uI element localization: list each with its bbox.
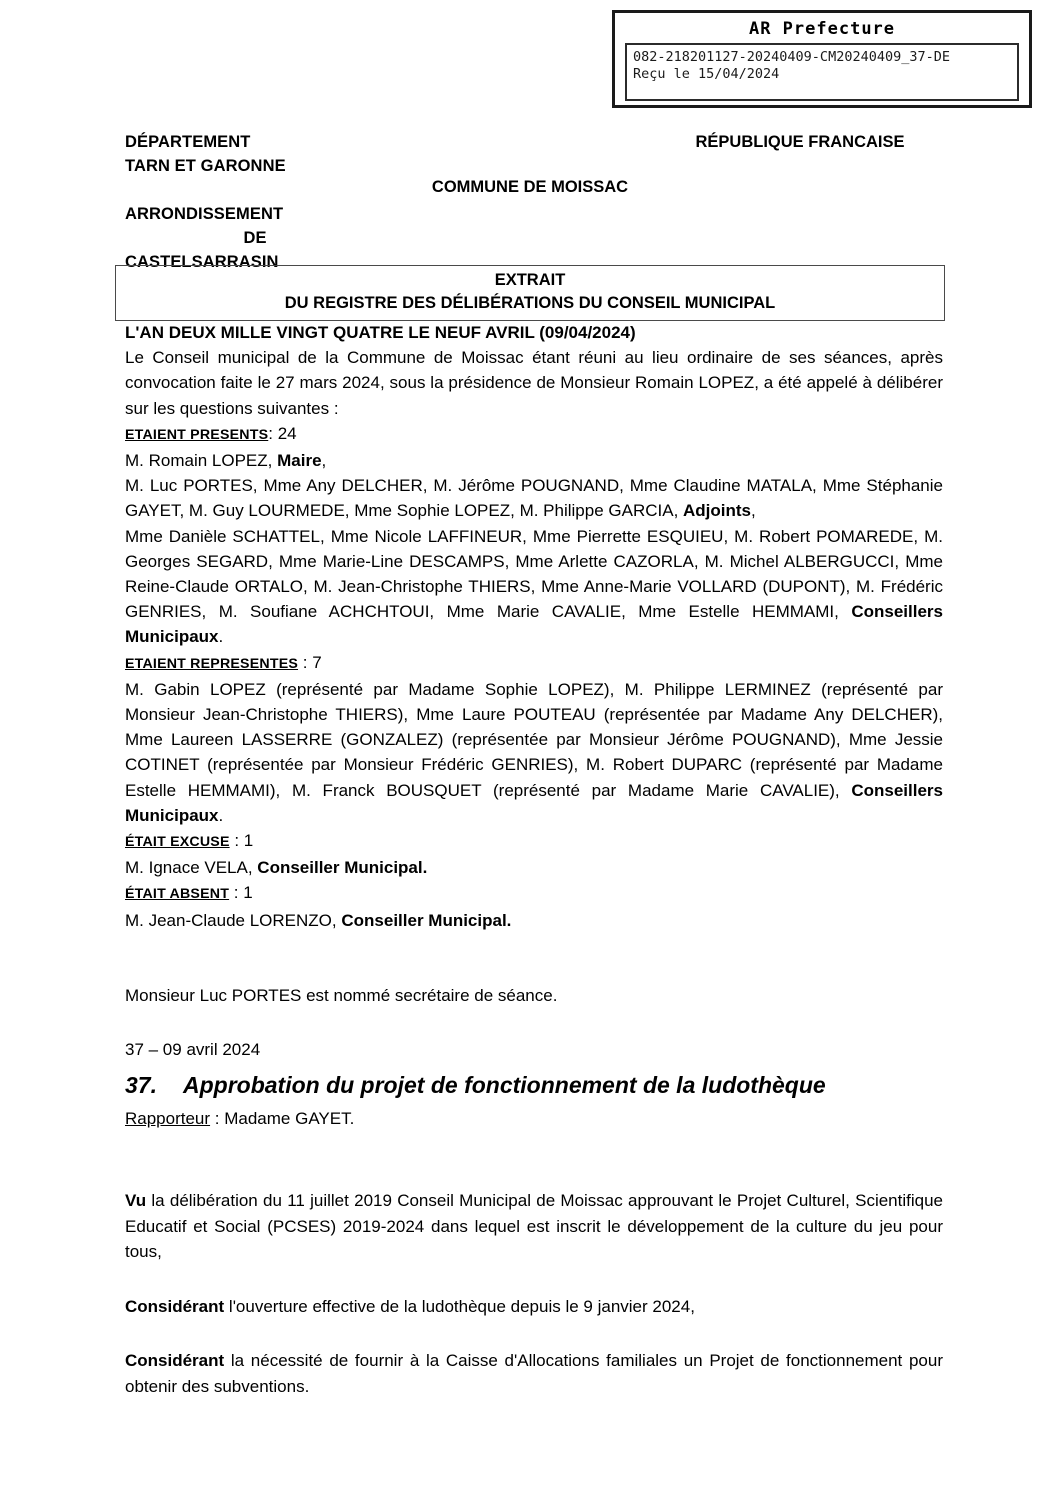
commune-label: COMMUNE DE MOISSAC — [431, 178, 629, 196]
conseillers-role: Conseillers Municipaux — [125, 602, 943, 647]
excused-name: M. Ignace VELA, — [125, 858, 258, 878]
excused-heading — [125, 828, 943, 855]
excused-line — [125, 855, 943, 880]
ar-stamp-title: AR Prefecture — [748, 19, 896, 39]
secretary-line: Monsieur Luc PORTES est nommé secrétaire de séance. — [125, 985, 558, 1005]
present-mayor-line — [125, 448, 943, 473]
ar-stamp-reference: 082-218201127-20240409-CM20240409_37-DE — [633, 49, 950, 65]
deliberation-title-block — [125, 1070, 943, 1100]
represented-label: ETAIENT REPRESENTES — [125, 655, 299, 672]
absent-heading — [125, 880, 943, 907]
represented-heading — [125, 650, 943, 677]
adjoints-role: Adjoints — [683, 501, 752, 521]
clause-lead: Vu — [125, 1191, 147, 1210]
department-label: DÉPARTEMENT — [125, 133, 251, 151]
represented-role: Conseillers Municipaux — [125, 780, 943, 825]
clause-lead: Considérant — [125, 1296, 225, 1316]
arrondissement-name: CASTELSARRASIN — [125, 253, 279, 271]
deliberation-title: Approbation du projet de fonctionnement de la ludothèque — [182, 1072, 826, 1098]
adjoints-names: M. Luc PORTES, Mme Any DELCHER, M. Jérôme POUGNAND, Mme Claudine MATALA, Mme Stéphanie GAYET, M. Guy LOURMEDE, Mme Sophie LOPEZ, M. Philippe GARCIA, — [125, 476, 943, 521]
represented-list — [125, 677, 943, 828]
rapporteur-line — [125, 1106, 354, 1131]
present-label: ETAIENT PRESENTS — [125, 426, 269, 443]
extrait-line-1: EXTRAIT — [494, 271, 566, 289]
present-mayor-role: Maire — [277, 451, 322, 471]
clauses-section — [125, 1188, 943, 1399]
deliberation-reference: 37 – 09 avril 2024 — [125, 1040, 261, 1059]
absent-label: ÉTAIT ABSENT — [125, 886, 230, 903]
department-name: TARN ET GARONNE — [125, 157, 286, 175]
rapporteur-label: Rapporteur — [125, 1109, 211, 1128]
excused-role: Conseiller Municipal. — [257, 858, 428, 878]
extrait-line-2: DU REGISTRE DES DÉLIBÉRATIONS DU CONSEIL MUNICIPAL — [284, 294, 776, 312]
spacer — [125, 958, 943, 983]
spacer — [125, 933, 943, 958]
present-mayor-name: M. Romain LOPEZ, — [125, 451, 278, 471]
conseillers-names: Mme Danièle SCHATTEL, Mme Nicole LAFFINEUR, Mme Pierrette ESQUIEU, M. Robert POMAREDE, M. Georges SEGARD, Mme Marie-Line DESCAMPS, Mme Arlette CAZORLA, M. Michel ALBERGUCCI, Mme Reine-Claude ORTALO, M. Jean-Christophe THIERS, Mme Anne-Marie VOLLARD (DUPONT), M. Frédéric GENRIES, M. Soufiane ACHCHTOUI, Mme Marie CAVALIE, Mme Estelle HEMMAMI, — [125, 526, 943, 622]
represented-punct: . — [218, 805, 224, 825]
clause-item — [125, 1294, 943, 1320]
session-convocation: Le Conseil municipal de la Commune de Moissac étant réuni au lieu ordinaire de ses séances, après convocation faite le 27 mars 2024, sous la présidence de Monsieur Romain LOPEZ, a été appelé à délibérer sur les questions suivantes : — [125, 348, 943, 418]
clause-text: la nécessité de fournir à la Caisse d'Allocations familiales un Projet de fonctionnement pour obtenir des subventions. — [125, 1351, 943, 1396]
conseillers-punct: . — [218, 627, 224, 647]
clause-lead: Considérant — [125, 1351, 225, 1370]
extrait-box — [115, 265, 945, 321]
ar-stamp-received-date: Reçu le 15/04/2024 — [633, 66, 780, 82]
present-mayor-punct: , — [321, 451, 327, 471]
arrondissement-de: DE — [243, 229, 267, 247]
rapporteur-value: : Madame GAYET. — [210, 1109, 355, 1128]
excused-label: ÉTAIT EXCUSE — [125, 834, 230, 851]
clause-item — [125, 1188, 943, 1265]
present-heading — [125, 421, 943, 448]
present-conseillers-line — [125, 524, 943, 650]
represented-count: : 7 — [298, 652, 322, 672]
present-adjoints-line — [125, 473, 943, 523]
represented-names: M. Gabin LOPEZ (représenté par Madame Sophie LOPEZ), M. Philippe LERMINEZ (représenté par Monsieur Jean-Christophe THIERS), Mme Laure POUTEAU (représentée par Madame Any DELCHER), Mme Laureen LASSERRE (GONZALEZ) (représentée par Monsieur Jérôme POUGNAND), Mme Jessie COTINET (représentée par Monsieur Frédéric GENRIES), M. Robert DUPARC (représenté par Madame Estelle HEMMAMI), M. Franck BOUSQUET (représenté par Madame Marie CAVALIE), — [125, 679, 943, 800]
session-body — [125, 320, 943, 1008]
excused-count: : 1 — [229, 831, 254, 851]
absent-line — [125, 908, 943, 933]
clause-text: l'ouverture effective de la ludothèque depuis le 9 janvier 2024, — [224, 1296, 695, 1316]
arrondissement-label: ARRONDISSEMENT — [125, 205, 284, 223]
absent-name: M. Jean-Claude LORENZO, — [125, 910, 342, 930]
ar-prefecture-stamp — [612, 10, 1032, 108]
republic-label: RÉPUBLIQUE FRANCAISE — [695, 133, 905, 151]
header-left-block — [125, 130, 385, 274]
ar-stamp-details — [625, 43, 1019, 101]
deliberation-number: 37. — [125, 1072, 157, 1098]
absent-role: Conseiller Municipal. — [341, 910, 512, 930]
present-count: : 24 — [268, 423, 297, 443]
clause-item — [125, 1348, 943, 1399]
absent-count: : 1 — [229, 883, 253, 903]
clause-text: la délibération du 11 juillet 2019 Conseil Municipal de Moissac approuvant le Projet Culturel, Scientifique Educatif et Social (PCSES) 2019-2024 dans lequel est inscrit le développement de la culture du jeu pour tous, — [125, 1191, 943, 1261]
session-date-heading: L'AN DEUX MILLE VINGT QUATRE LE NEUF AVRIL (09/04/2024) — [125, 323, 636, 342]
document-header — [0, 130, 1058, 271]
adjoints-punct: , — [751, 501, 756, 521]
